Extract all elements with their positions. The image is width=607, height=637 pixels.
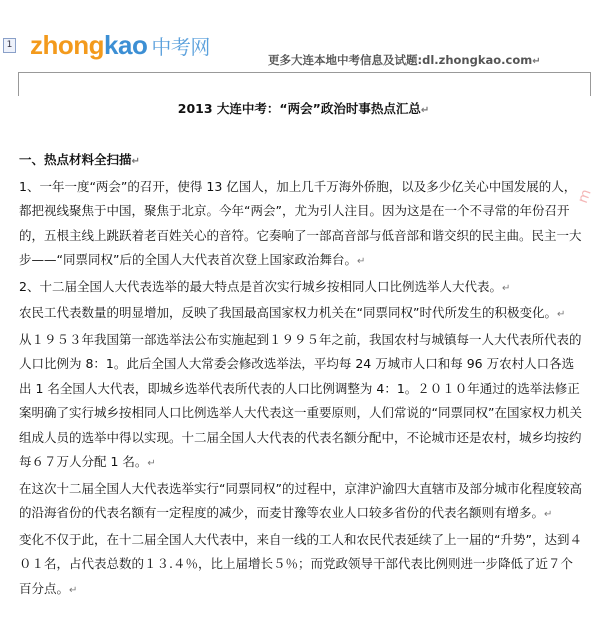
paragraph-1	[19, 175, 585, 275]
page-number-marker: 1	[3, 38, 16, 53]
paragraph-2	[19, 275, 585, 302]
paragraph-text: 从１９５３年我国第一部选举法公布实施起到１９９５年之前，我国农村与城镇每一人大代表所代表的人口比例为 8：1。此后全国人大常委会修改选举法，平均每 24 万城市人口和每 96 万农村人口各选出 1 名全国人大代表，即城乡选举代表所代表的人口比例调整为 4：1。２０１０年通过的选举法修正案明确了实行城乡按相同人口比例选举人大代表这一重要原则，人们常说的“同票同权”在国家权力机关组成人员的选举中得以实现。十二届全国人大代表的代表名额分配中，不论城市还是农村，城乡均按约每６７万人分配 1 名。	[19, 331, 582, 469]
paragraph-mark-icon: ↵	[356, 256, 366, 267]
header-link[interactable]	[268, 52, 541, 68]
document-title	[0, 99, 607, 117]
document-body	[19, 148, 585, 603]
paragraph-6	[19, 528, 585, 604]
paragraph-mark-icon: ↵	[501, 282, 511, 294]
paragraph-4	[19, 328, 585, 477]
paragraph-mark-icon: ↵	[147, 458, 156, 469]
logo-text-cn: 中考网	[151, 37, 210, 59]
crop-mark-left	[18, 72, 19, 96]
paragraph-3	[19, 301, 585, 328]
paragraph-mark-icon: ↵	[69, 584, 78, 596]
paragraph-mark-icon: ↵	[131, 156, 140, 167]
watermark-letter: m	[575, 187, 595, 206]
paragraph-mark-icon: ↵	[532, 56, 541, 67]
logo-text-kao: kao	[104, 30, 148, 60]
zhongkao-logo[interactable]	[30, 30, 210, 61]
document-title-text: 2013 大连中考：“两会”政治时事热点汇总	[177, 101, 421, 116]
paragraph-mark-icon: ↵	[556, 309, 566, 320]
paragraph-mark-icon: ↵	[420, 105, 430, 116]
paragraph-text: 1、一年一度“两会”的召开，使得 13 亿国人，加上几千万海外侨胞，以及多少亿关心中国发展的人，都把视线聚焦于中国，聚焦于北京。今年“两会”，尤为引人注目。因为这是在一个不寻常的年份召开的，五根主线上跳跃着老百姓关心的音符。它奏响了一部高音部与低音部和谐交织的民主曲。民主一大步——“同票同权”后的全国人大代表首次登上国家政治舞台。	[19, 178, 582, 267]
header-divider	[18, 72, 590, 73]
section-heading	[19, 148, 585, 175]
logo-text-zhong: zhong	[30, 30, 105, 60]
paragraph-5	[19, 477, 585, 528]
paragraph-text: 在这次十二届全国人大代表选举实行“同票同权”的过程中，京津沪渝四大直辖市及部分城市化程度较高的沿海省份的代表名额有一定程度的减少，而麦甘豫等农业人口较多省份的代表名额则有增多。	[19, 480, 582, 520]
section-heading-text: 一、热点材料全扫描	[19, 152, 132, 167]
paragraph-text: 2、十二届全国人大代表选举的最大特点是首次实行城乡按相同人口比例选举人大代表。	[19, 278, 502, 294]
crop-mark-right	[590, 72, 591, 96]
paragraph-mark-icon: ↵	[544, 509, 553, 520]
header-link-text: 更多大连本地中考信息及试题:dl.zhongkao.com	[268, 53, 533, 67]
paragraph-text: 农民工代表数量的明显增加，反映了我国最高国家权力机关在“同票同权”时代所发生的积极变化。	[19, 305, 557, 320]
paragraph-text: 变化不仅于此，在十二届全国人大代表中，来自一线的工人和农民代表延续了上一届的“升势”，达到４０１名，占代表总数的１３.４％，比上届增长５％；而党政领导干部代表比例则进一步降低了近７个百分点。	[19, 531, 582, 596]
